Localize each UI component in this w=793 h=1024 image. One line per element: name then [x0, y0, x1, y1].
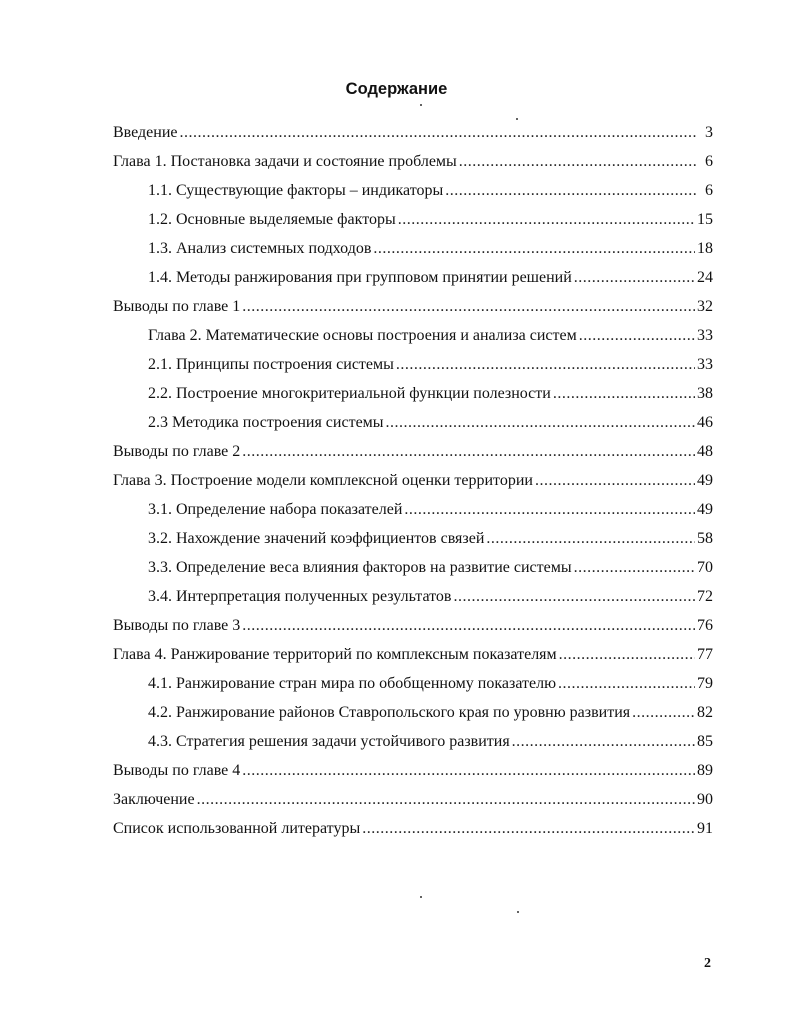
toc-leader-dots — [386, 413, 695, 433]
toc-entry-label: 1.3. Анализ системных подходов — [148, 240, 372, 257]
toc-entry — [113, 433, 713, 462]
toc-entry — [113, 723, 713, 752]
toc-entry-label: 3.2. Нахождение значений коэффициентов связей — [148, 530, 485, 547]
toc-entry-page: 3 — [705, 124, 713, 141]
toc-leader-dots — [559, 645, 695, 665]
toc-entry-label: 4.3. Стратегия решения задачи устойчивого развития — [148, 733, 510, 750]
toc-leader-dots — [373, 239, 695, 259]
toc-entry-page: 72 — [697, 588, 713, 605]
page-number: 2 — [704, 956, 711, 971]
scan-speck — [516, 118, 518, 120]
toc-entry — [113, 172, 713, 201]
toc-entry-page: 58 — [697, 530, 713, 547]
toc-entry-label: 4.2. Ранжирование районов Ставропольского края по уровню развития — [148, 704, 631, 721]
toc-entry — [113, 143, 713, 172]
toc-entry-page: 77 — [697, 646, 713, 663]
toc-entry — [113, 259, 713, 288]
toc-entry — [113, 752, 713, 781]
toc-entry-label: 3.1. Определение набора показателей — [148, 501, 403, 518]
toc-entry-page: 49 — [697, 472, 713, 489]
toc-entry — [113, 346, 713, 375]
toc-leader-dots — [535, 471, 695, 491]
toc-leader-dots — [512, 732, 695, 752]
toc-entry — [113, 201, 713, 230]
toc-entry — [113, 288, 713, 317]
toc-entry-page: 85 — [697, 733, 713, 750]
toc-entry — [113, 491, 713, 520]
toc-entry-page: 76 — [697, 617, 713, 634]
toc-entry-label: 1.2. Основные выделяемые факторы — [148, 211, 396, 228]
toc-entry-page: 48 — [697, 443, 713, 460]
toc-entry-label: 2.3 Методика построения системы — [148, 414, 384, 431]
toc-entry-page: 33 — [697, 356, 713, 373]
toc-leader-dots — [486, 529, 695, 549]
toc-entry-label: Глава 4. Ранжирование территорий по комплексным показателям — [113, 646, 557, 663]
table-of-contents — [113, 114, 713, 839]
toc-entry-page: 89 — [697, 762, 713, 779]
toc-entry — [113, 230, 713, 259]
toc-entry-page: 24 — [697, 269, 713, 286]
toc-entry-label: 1.4. Методы ранжирования при групповом принятии решений — [148, 269, 572, 286]
toc-entry — [113, 636, 713, 665]
toc-leader-dots — [242, 442, 695, 462]
toc-leader-dots — [632, 703, 695, 723]
toc-leader-dots — [180, 123, 698, 143]
toc-entry — [113, 404, 713, 433]
toc-entry — [113, 694, 713, 723]
toc-leader-dots — [362, 819, 695, 839]
toc-leader-dots — [574, 268, 695, 288]
scan-speck — [420, 896, 422, 898]
toc-entry-page: 90 — [697, 791, 713, 808]
toc-entry — [113, 317, 713, 346]
toc-entry — [113, 375, 713, 404]
toc-entry — [113, 549, 713, 578]
toc-entry-label: Глава 2. Математические основы построения и анализа систем — [148, 327, 577, 344]
toc-leader-dots — [398, 210, 695, 230]
toc-entry-label: Введение — [113, 124, 178, 141]
page-title: Содержание — [345, 80, 448, 98]
toc-leader-dots — [459, 152, 697, 172]
toc-entry — [113, 781, 713, 810]
toc-entry-page: 79 — [697, 675, 713, 692]
toc-entry-label: 4.1. Ранжирование стран мира по обобщенному показателю — [148, 675, 557, 692]
toc-entry — [113, 462, 713, 491]
toc-entry-page: 70 — [697, 559, 713, 576]
toc-leader-dots — [404, 500, 695, 520]
toc-entry-label: 1.1. Существующие факторы – индикаторы — [148, 182, 444, 199]
toc-entry-label: 2.2. Построение многокритериальной функции полезности — [148, 385, 551, 402]
toc-leader-dots — [453, 587, 695, 607]
toc-leader-dots — [396, 355, 695, 375]
toc-entry-label: 2.1. Принципы построения системы — [148, 356, 394, 373]
toc-entry-page: 18 — [697, 240, 713, 257]
toc-leader-dots — [242, 761, 695, 781]
toc-leader-dots — [579, 326, 695, 346]
toc-entry-label: Выводы по главе 1 — [113, 298, 241, 315]
toc-leader-dots — [242, 616, 695, 636]
toc-entry — [113, 520, 713, 549]
toc-leader-dots — [242, 297, 695, 317]
toc-entry-label: Выводы по главе 4 — [113, 762, 241, 779]
toc-entry-label: Глава 1. Постановка задачи и состояние проблемы — [113, 153, 457, 170]
toc-entry-page: 91 — [697, 820, 713, 837]
toc-leader-dots — [574, 558, 695, 578]
toc-entry-page: 32 — [697, 298, 713, 315]
toc-entry — [113, 810, 713, 839]
toc-entry-label: Выводы по главе 2 — [113, 443, 241, 460]
toc-leader-dots — [445, 181, 697, 201]
toc-leader-dots — [553, 384, 695, 404]
toc-entry-label: Заключение — [113, 791, 195, 808]
toc-entry — [113, 665, 713, 694]
toc-entry-page: 6 — [705, 153, 713, 170]
scan-speck — [517, 911, 519, 913]
scan-speck — [420, 104, 422, 106]
toc-leader-dots — [558, 674, 695, 694]
toc-entry-page: 82 — [697, 704, 713, 721]
toc-entry — [113, 114, 713, 143]
toc-entry-label: Выводы по главе 3 — [113, 617, 241, 634]
toc-entry — [113, 607, 713, 636]
toc-entry-page: 49 — [697, 501, 713, 518]
toc-entry-page: 33 — [697, 327, 713, 344]
toc-entry-label: Список использованной литературы — [113, 820, 361, 837]
toc-entry-page: 38 — [697, 385, 713, 402]
toc-entry-label: 3.3. Определение веса влияния факторов на развитие системы — [148, 559, 572, 576]
toc-entry-label: 3.4. Интерпретация полученных результатов — [148, 588, 452, 605]
toc-entry-label: Глава 3. Построение модели комплексной оценки территории — [113, 472, 533, 489]
toc-leader-dots — [197, 790, 695, 810]
toc-entry — [113, 578, 713, 607]
toc-entry-page: 6 — [705, 182, 713, 199]
toc-entry-page: 15 — [697, 211, 713, 228]
toc-entry-page: 46 — [697, 414, 713, 431]
